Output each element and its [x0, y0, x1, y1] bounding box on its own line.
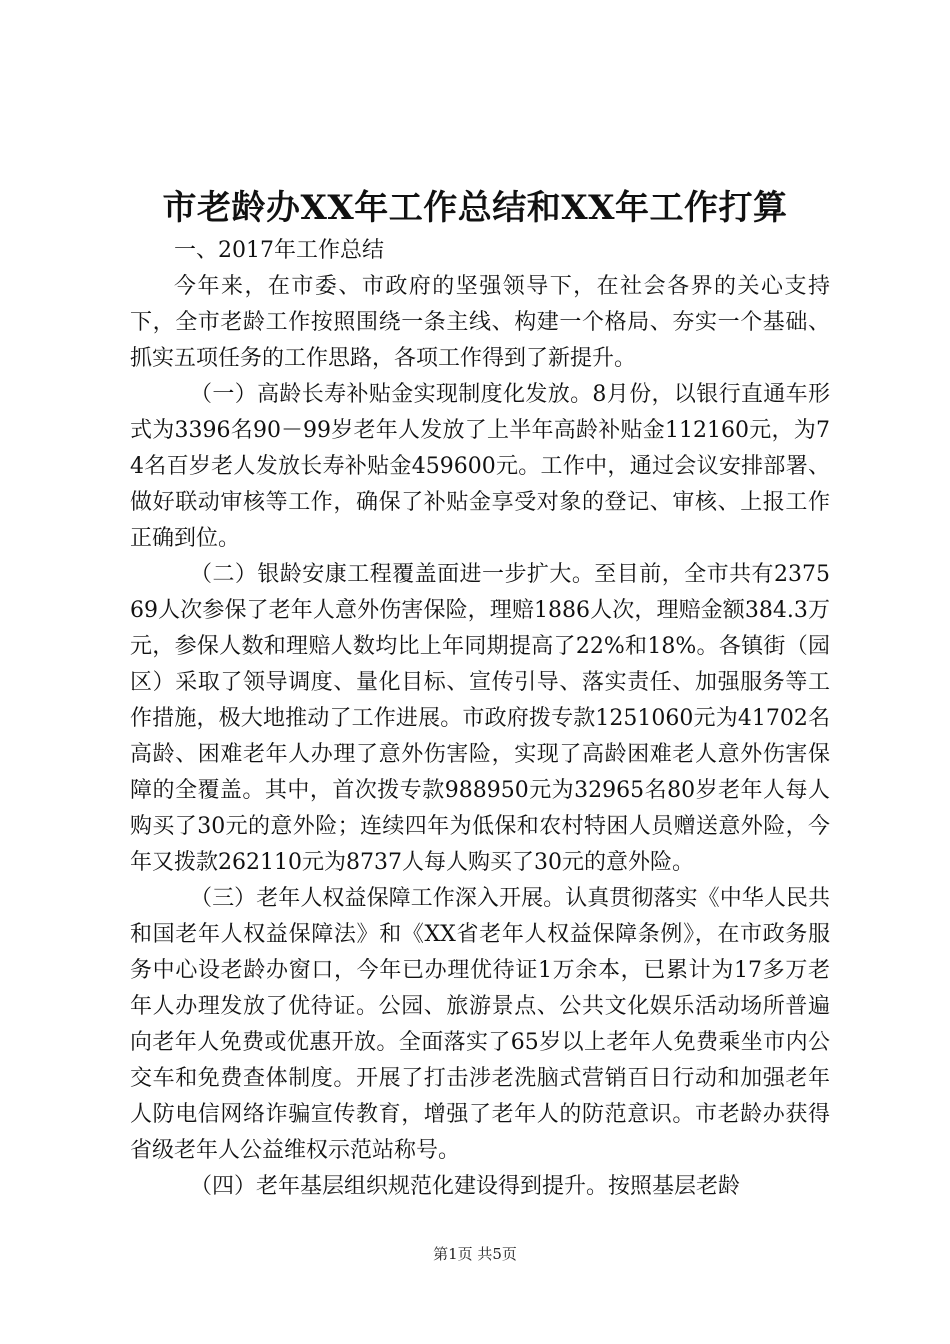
paragraph-intro: 今年来，在市委、市政府的坚强领导下，在社会各界的关心支持下，全市老龄工作按照围绕一条主线、构建一个格局、夯实一个基础、抓实五项任务的工作思路，各项工作得到了新提升。 [130, 274, 830, 371]
paragraph-grassroots-organization: （四）老年基层组织规范化建设得到提升。按照基层老龄 [190, 1174, 741, 1199]
document-title: 市老龄办XX年工作总结和XX年工作打算 [162, 188, 788, 228]
section-heading: 一、2017年工作总结 [174, 238, 384, 263]
paragraph-longevity-subsidy: （一）高龄长寿补贴金实现制度化发放。8月份，以银行直通车形式为3396名90－99岁老年人发放了上半年高龄补贴金112160元，为74名百岁老人发放长寿补贴金459600元。工作中，通过会议安排部署、做好联动审核等工作，确保了补贴金享受对象的登记、审核、上报工作正确到位。 [130, 382, 830, 551]
document-body [130, 233, 830, 1205]
page-indicator: 第1页 共5页 [433, 1245, 517, 1263]
page-footer [0, 1244, 950, 1264]
paragraph-rights-protection: （三）老年人权益保障工作深入开展。认真贯彻落实《中华人民共和国老年人权益保障法》和《XX省老年人权益保障条例》，在市政务服务中心设老龄办窗口，今年已办理优待证1万余本，已累计为17多万老年人办理发放了优待证。公园、旅游景点、公共文化娱乐活动场所普遍向老年人免费或优惠开放。全面落实了65岁以上老年人免费乘坐市内公交车和免费查体制度。开展了打击涉老洗脑式营销百日行动和加强老年人防电信网络诈骗宣传教育，增强了老年人的防范意识。市老龄办获得省级老年人公益维权示范站称号。 [130, 886, 830, 1163]
paragraph-insurance: （二）银龄安康工程覆盖面进一步扩大。至目前，全市共有237569人次参保了老年人意外伤害保险，理赔1886人次，理赔金额384.3万元，参保人数和理赔人数均比上年同期提高了22%和18%。各镇街（园区）采取了领导调度、量化目标、宣传引导、落实责任、加强服务等工作措施，极大地推动了工作进展。市政府拨专款1251060元为41702名高龄、困难老年人办理了意外伤害险，实现了高龄困难老人意外伤害保障的全覆盖。其中，首次拨专款988950元为32965名80岁老年人每人购买了30元的意外险；连续四年为低保和农村特困人员赠送意外险，今年又拨款262110元为8737人每人购买了30元的意外险。 [130, 562, 830, 875]
